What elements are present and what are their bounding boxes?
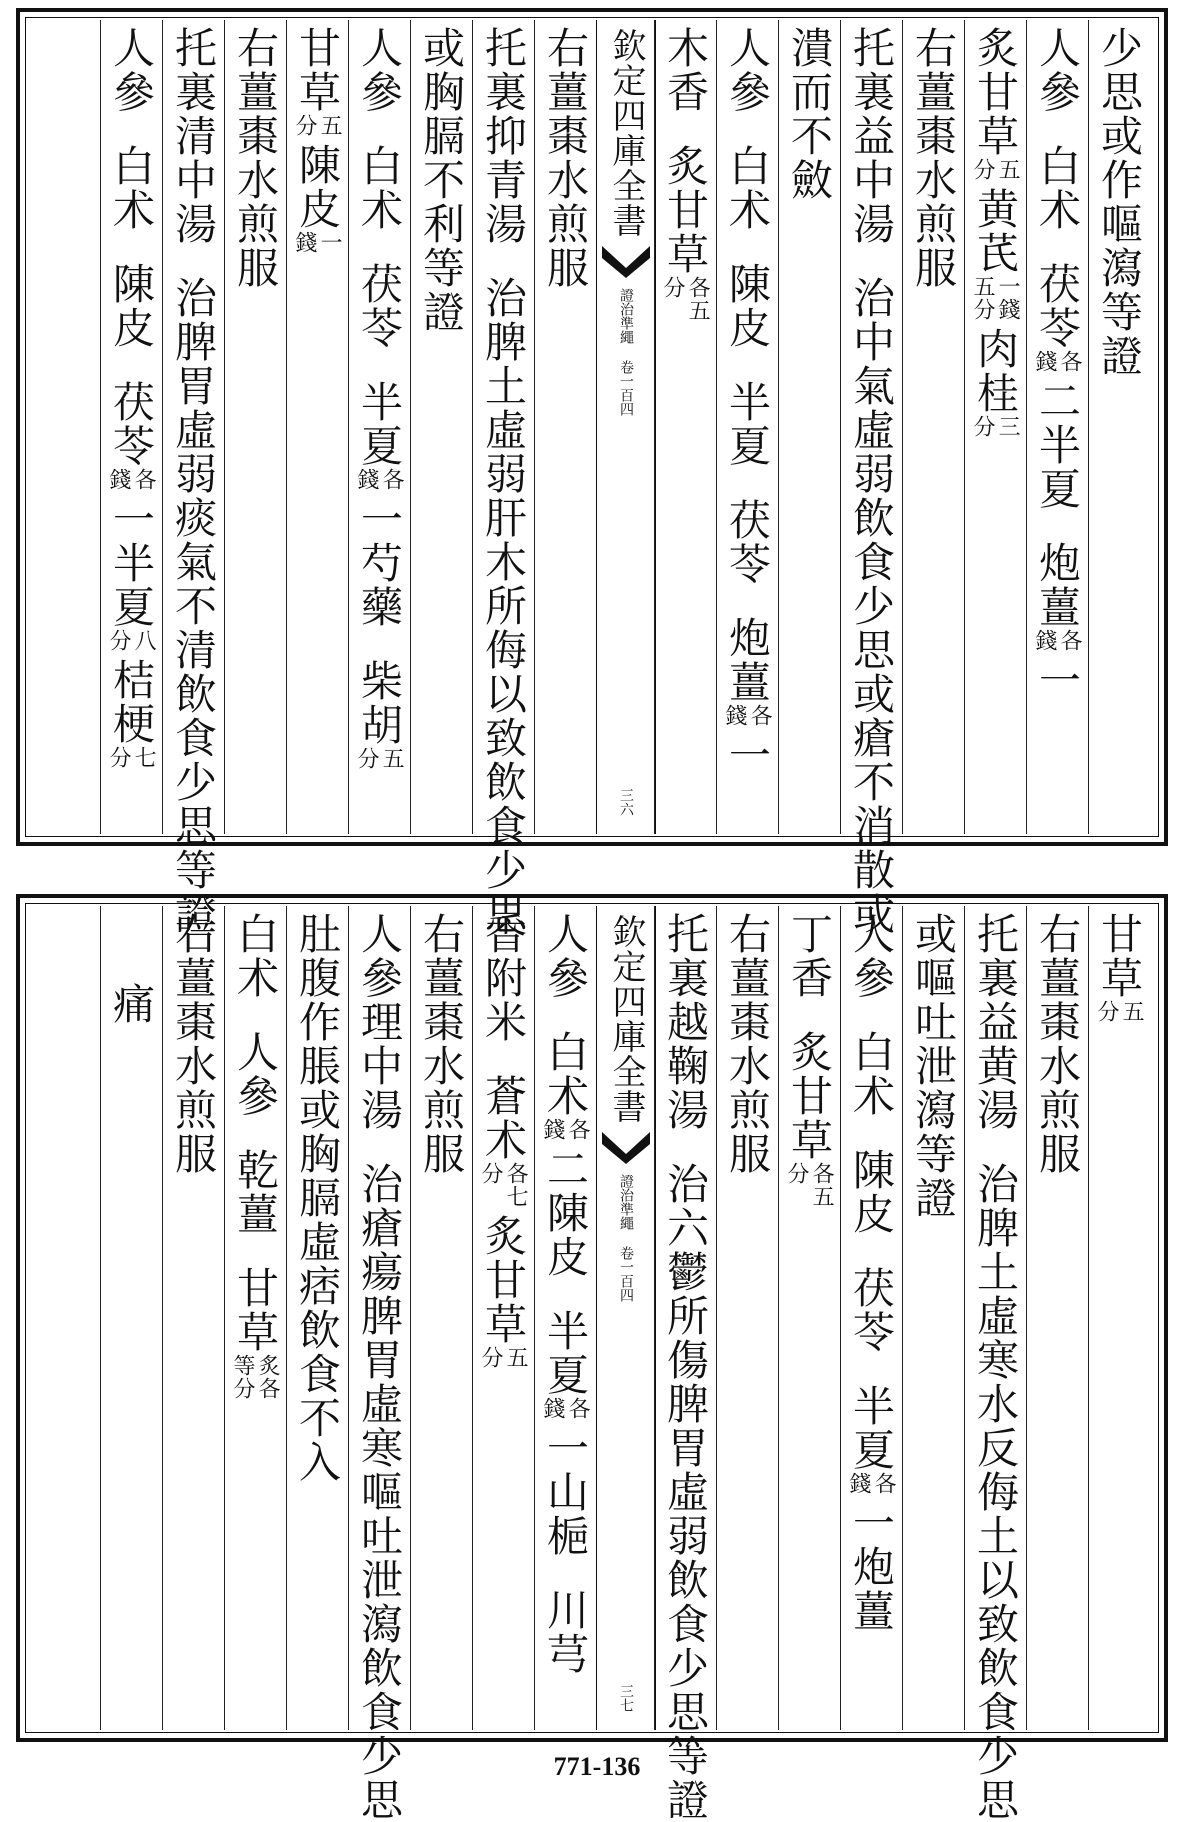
interlinear-note (107, 629, 155, 652)
column-text: 茯苓 (847, 1266, 896, 1354)
text-column (1088, 912, 1150, 1029)
text-column (534, 26, 596, 290)
column-text: 陳皮 (847, 1148, 896, 1236)
interlinear-note (971, 275, 1019, 321)
fishtail-mark-icon (602, 1130, 650, 1164)
note-text: 錢 (354, 468, 379, 491)
note-text: 錢 (106, 468, 131, 491)
note-text: 各 (1057, 629, 1083, 652)
column-text: 治瘡瘍脾胃虛寒嘔吐泄瀉飲食少思 (355, 1162, 404, 1822)
text-column (654, 26, 716, 328)
column-text: 半夏 (355, 380, 404, 468)
column-text: 人參 (723, 26, 772, 114)
column-text: 陳皮 (107, 262, 156, 350)
column-rule (100, 906, 101, 1730)
note-text: 五 (379, 747, 405, 770)
column-text: 治六鬱所傷脾胃虛弱飲食少思等證 (661, 1162, 710, 1822)
text-column (348, 912, 410, 1822)
column-text: 右薑棗水煎服 (723, 912, 772, 1176)
leaf-number: 三六 (618, 788, 634, 816)
fishtail-mark-icon (602, 244, 650, 278)
note-text: 分 (354, 747, 379, 770)
column-text: 右薑棗水煎服 (231, 26, 280, 290)
column-text: 黄芪 (971, 187, 1020, 275)
note-text: 三 (995, 415, 1021, 438)
interlinear-note (231, 1354, 279, 1400)
note-text: 五 (1119, 1000, 1145, 1023)
interlinear-note (541, 1397, 589, 1420)
interlinear-note (847, 1472, 895, 1495)
note-text: 分 (106, 629, 131, 652)
interlinear-note (541, 1118, 589, 1141)
column-text: 丁香 (785, 912, 834, 1000)
text-column (100, 912, 162, 1026)
column-text: 柴胡 (355, 659, 404, 747)
text-column (902, 912, 964, 1220)
note-text: 各 (565, 1118, 591, 1141)
section-subtitle: 證治準繩 卷一百四 (618, 288, 634, 416)
note-text: 一 (317, 231, 343, 254)
note-text: 分 (292, 114, 317, 137)
column-text: 甘草 (1095, 912, 1144, 1000)
text-column (286, 26, 348, 260)
note-text: 各 (131, 468, 157, 491)
column-text: 陳皮 (293, 143, 342, 231)
interlinear-note (107, 468, 155, 491)
column-text: 甘草 (231, 1266, 280, 1354)
column-text: 右薑棗水煎服 (541, 26, 590, 290)
column-text: 白术 (355, 144, 404, 232)
book-title: 欽定四庫全書 (606, 28, 646, 238)
column-text: 肉桂 (971, 327, 1020, 415)
column-text: 右薑棗水煎服 (909, 26, 958, 290)
note-text: 五 (503, 1346, 529, 1369)
interlinear-note (293, 114, 341, 137)
text-column (410, 26, 472, 334)
column-text: 川芎 (541, 1588, 590, 1676)
text-column (1026, 912, 1088, 1176)
note-text: 各五 (685, 276, 711, 322)
text-column (716, 26, 778, 777)
upper-page-frame (16, 8, 1168, 936)
center-header-band (596, 20, 656, 834)
text-column (654, 912, 716, 1822)
column-text: 二半夏 (1033, 379, 1082, 511)
column-text: 治中氣虛弱飲食少思或瘡不消散或 (847, 276, 896, 936)
interlinear-note (785, 1162, 833, 1208)
column-text: 右薑棗水煎服 (417, 912, 466, 1176)
leaf-number: 三七 (618, 1684, 634, 1712)
text-column (964, 912, 1026, 1822)
note-text: 分 (784, 1162, 809, 1185)
column-text: 炮薑 (723, 616, 772, 704)
text-column (1026, 26, 1088, 702)
text-column (840, 912, 902, 1633)
interlinear-note (355, 747, 403, 770)
column-text: 白术 (847, 1030, 896, 1118)
text-column (840, 26, 902, 936)
note-text: 錢 (1032, 350, 1057, 373)
page-number: 771-136 (553, 1752, 641, 1781)
text-column (472, 26, 534, 936)
text-column (224, 912, 286, 1406)
text-column (162, 912, 224, 1176)
note-text: 錢 (292, 231, 317, 254)
note-text: 分 (970, 415, 995, 438)
note-text: 五分 (970, 275, 995, 321)
note-text: 各五 (809, 1162, 835, 1208)
column-text: 蒼术 (479, 1074, 528, 1162)
column-text: 托裏益中湯 (847, 26, 896, 246)
column-text: 白术 (107, 144, 156, 232)
column-text: 白术 (231, 912, 280, 1000)
column-text: 人參 (107, 26, 156, 114)
note-text: 各 (1057, 350, 1083, 373)
text-column (716, 912, 778, 1176)
column-text: 右薑棗水煎服 (1033, 912, 1082, 1176)
note-text: 分 (106, 746, 131, 769)
column-text: 香附米 (479, 912, 528, 1044)
column-text: 茯苓 (355, 262, 404, 350)
column-text: 一半夏 (107, 497, 156, 629)
column-text: 人參 (355, 26, 404, 114)
column-text: 托裏抑青湯 (479, 26, 528, 246)
column-text: 人參 (231, 1030, 280, 1118)
column-text: 人參 (1033, 26, 1082, 114)
column-text: 半夏 (723, 380, 772, 468)
note-text: 炙各 (255, 1354, 281, 1400)
text-column (902, 26, 964, 290)
note-text: 錢 (540, 1397, 565, 1420)
text-column (778, 912, 840, 1214)
note-text: 一錢 (995, 275, 1021, 321)
interlinear-note (479, 1346, 527, 1369)
interlinear-note (1095, 1000, 1143, 1023)
column-text: 右薑棗水煎服 (169, 912, 218, 1176)
column-text: 茯苓 (723, 498, 772, 586)
column-text: 炙甘草 (971, 26, 1020, 158)
column-text: 桔梗 (107, 658, 156, 746)
note-text: 各七 (503, 1162, 529, 1208)
text-column (472, 912, 534, 1375)
column-text: 半夏 (847, 1384, 896, 1472)
column-text: 治脾土虛寒水反侮土以致飲食少思 (971, 1162, 1020, 1822)
interlinear-note (723, 704, 771, 727)
interlinear-note (293, 231, 341, 254)
column-text: 白术 (1033, 144, 1082, 232)
column-text: 乾薑 (231, 1148, 280, 1236)
column-text: 炙甘草 (479, 1214, 528, 1346)
note-text: 各 (565, 1397, 591, 1420)
column-text: 人參 (541, 912, 590, 1000)
note-text: 分 (970, 158, 995, 181)
column-text: 肚腹作脹或胸膈虛痞飲食不入 (293, 912, 342, 1484)
column-text: 炙甘草 (661, 144, 710, 276)
interlinear-note (355, 468, 403, 491)
note-text: 分 (1094, 1000, 1119, 1023)
column-text: 托裏益黄湯 (971, 912, 1020, 1132)
column-text: 一山梔 (541, 1426, 590, 1558)
note-text: 七 (131, 746, 157, 769)
column-text: 一 (1033, 658, 1082, 702)
column-text: 或嘔吐泄瀉等證 (909, 912, 958, 1220)
column-text: 治脾土虛弱肝木所侮以致飲食少思 (479, 276, 528, 936)
interlinear-note (107, 746, 155, 769)
column-text: 治脾胃虛弱痰氣不清飲食少思等證 (169, 276, 218, 936)
column-text: 炮薑 (1033, 541, 1082, 629)
interlinear-note (661, 276, 709, 322)
column-text: 白术 (723, 144, 772, 232)
note-text: 分 (478, 1162, 503, 1185)
text-column (224, 26, 286, 290)
column-text: 茯苓 (107, 380, 156, 468)
text-column (1088, 26, 1150, 378)
interlinear-note (971, 158, 1019, 181)
column-text: 人參理中湯 (355, 912, 404, 1132)
column-text: 甘草 (293, 26, 342, 114)
note-text: 錢 (722, 704, 747, 727)
section-subtitle: 證治準繩 卷一百四 (618, 1174, 634, 1302)
note-text: 八 (131, 629, 157, 652)
column-text: 潰而不斂 (785, 26, 834, 202)
column-text: 陳皮 (723, 262, 772, 350)
text-column (778, 26, 840, 202)
column-text: 或胸膈不利等證 (417, 26, 466, 334)
column-text: 茯苓 (1033, 262, 1082, 350)
interlinear-note (1033, 629, 1081, 652)
column-text: 炙甘草 (785, 1030, 834, 1162)
column-text: 一 (723, 733, 772, 777)
column-rule (1088, 906, 1089, 1730)
text-column (286, 912, 348, 1484)
column-text: 托裏清中湯 (169, 26, 218, 246)
note-text: 錢 (1032, 629, 1057, 652)
text-column (348, 26, 410, 776)
text-column (964, 26, 1026, 444)
text-column (410, 912, 472, 1176)
column-text: 半夏 (541, 1309, 590, 1397)
center-header-band (596, 906, 656, 1730)
interlinear-note (1033, 350, 1081, 373)
book-title: 欽定四庫全書 (606, 914, 646, 1124)
text-column (100, 26, 162, 775)
text-column (534, 912, 596, 1676)
column-text: 白术 (541, 1030, 590, 1118)
text-column (162, 26, 224, 936)
note-text: 錢 (540, 1118, 565, 1141)
note-text: 等分 (230, 1354, 255, 1400)
note-text: 五 (317, 114, 343, 137)
column-text: 一芍藥 (355, 497, 404, 629)
note-text: 各 (747, 704, 773, 727)
column-text: 少思或作嘔瀉等證 (1095, 26, 1144, 378)
note-text: 分 (660, 276, 685, 299)
interlinear-note (971, 415, 1019, 438)
column-text: 一炮薑 (847, 1501, 896, 1633)
column-text: 托裏越鞠湯 (661, 912, 710, 1132)
column-text: 痛 (107, 982, 156, 1026)
note-text: 錢 (846, 1472, 871, 1495)
note-text: 各 (379, 468, 405, 491)
interlinear-note (479, 1162, 527, 1208)
column-text: 二陳皮 (541, 1147, 590, 1279)
column-text: 木香 (661, 26, 710, 114)
note-text: 各 (871, 1472, 897, 1495)
column-text: 人參 (847, 912, 896, 1000)
note-text: 分 (478, 1346, 503, 1369)
note-text: 五 (995, 158, 1021, 181)
